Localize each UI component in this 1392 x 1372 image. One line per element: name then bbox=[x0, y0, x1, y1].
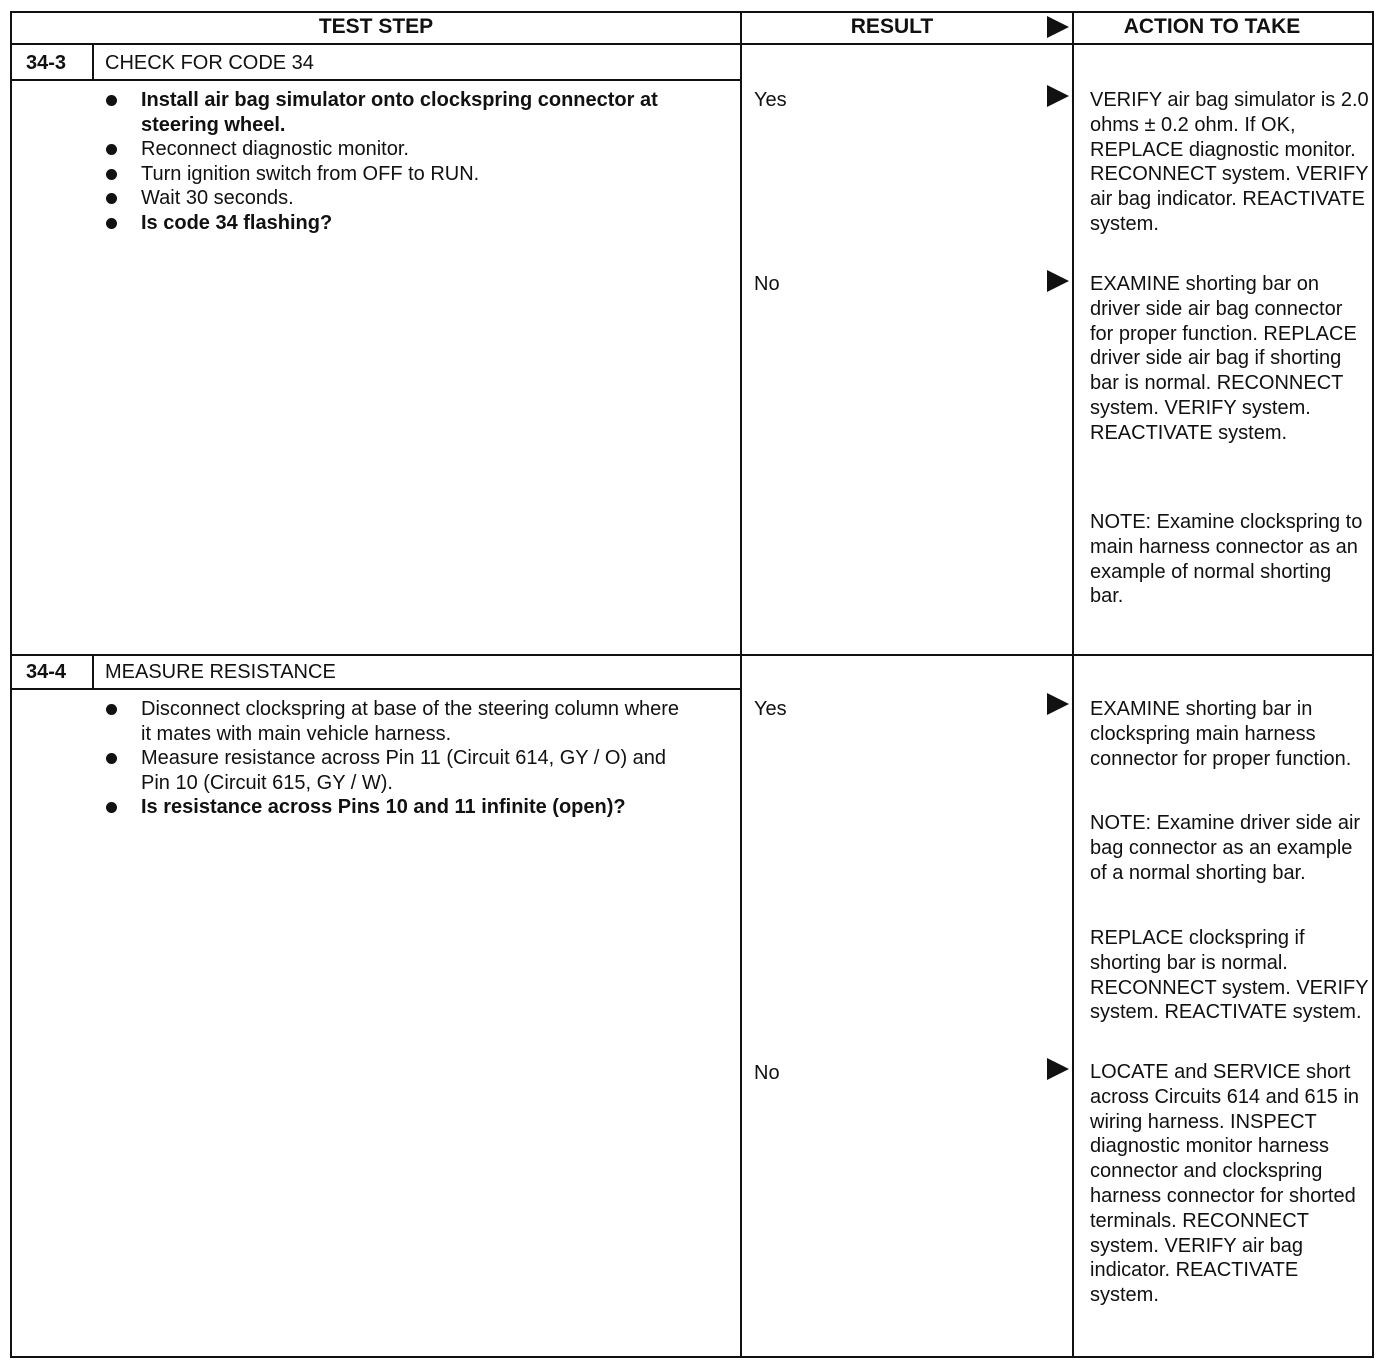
table-bottom-border bbox=[10, 1356, 1374, 1358]
list-item: Reconnect diagnostic monitor. bbox=[104, 137, 714, 162]
result-arrow-icon bbox=[1047, 693, 1069, 715]
header-test-step: TEST STEP bbox=[318, 15, 434, 38]
step-number: 34-3 bbox=[26, 52, 67, 74]
list-item: Turn ignition switch from OFF to RUN. bbox=[104, 162, 714, 187]
step-number-divider-34-3 bbox=[92, 43, 94, 81]
header-action: ACTION TO TAKE bbox=[1123, 15, 1301, 38]
step-title: MEASURE RESISTANCE bbox=[105, 661, 336, 683]
bullet-icon bbox=[106, 802, 117, 813]
action-note: NOTE: Examine clockspring to main harness connector as an example of normal shorting bar. bbox=[1090, 511, 1363, 608]
step-number: 34-4 bbox=[26, 661, 67, 683]
step-34-4-bullets bbox=[104, 697, 694, 820]
result-arrow-icon bbox=[1047, 85, 1069, 107]
table-left-border bbox=[10, 11, 12, 1358]
action-text: VERIFY air bag simulator is 2.0 ohms ± 0.2 ohm. If OK, REPLACE diagnostic monitor. RECONNECT system. VERIFY air bag indicator. REACTIVATE system. bbox=[1090, 89, 1369, 235]
action-text: EXAMINE shorting bar in clockspring main harness connector for proper function. bbox=[1090, 698, 1352, 770]
bullet-icon bbox=[106, 95, 117, 106]
action-column-left-border bbox=[1072, 11, 1074, 1358]
list-item: Measure resistance across Pin 11 (Circuit 614, GY / O) and Pin 10 (Circuit 615, GY / W). bbox=[104, 746, 694, 795]
header-result: RESULT bbox=[850, 15, 934, 38]
action-text: EXAMINE shorting bar on driver side air bag connector for proper function. REPLACE driver side air bag if shorting bar is normal. RECONNECT system. VERIFY system. REACTIVATE system. bbox=[1090, 273, 1357, 444]
table-right-border bbox=[1372, 11, 1374, 1358]
result-label-no: No bbox=[754, 273, 780, 295]
list-item: Is resistance across Pins 10 and 11 infinite (open)? bbox=[104, 795, 694, 820]
step-34-3-bullets bbox=[104, 88, 714, 236]
list-item: Disconnect clockspring at base of the steering column where it mates with main vehicle harness. bbox=[104, 697, 694, 746]
result-label-yes: Yes bbox=[754, 89, 787, 111]
header-arrow-icon bbox=[1047, 16, 1069, 38]
action-text-extra: REPLACE clockspring if shorting bar is normal. RECONNECT system. VERIFY system. REACTIVATE system. bbox=[1090, 927, 1369, 1024]
bullet-icon bbox=[106, 169, 117, 180]
result-label-no: No bbox=[754, 1062, 780, 1084]
step-34-4-title-divider bbox=[10, 688, 740, 690]
list-item: Wait 30 seconds. bbox=[104, 186, 714, 211]
step-34-3-title-divider bbox=[10, 79, 740, 81]
step-number-divider-34-4 bbox=[92, 654, 94, 690]
action-note: NOTE: Examine driver side air bag connector as an example of a normal shorting bar. bbox=[1090, 812, 1361, 884]
bullet-icon bbox=[106, 218, 117, 229]
bullet-icon bbox=[106, 144, 117, 155]
list-item: Install air bag simulator onto clockspring connector at steering wheel. bbox=[104, 88, 714, 137]
list-item: Is code 34 flashing? bbox=[104, 211, 714, 236]
bullet-icon bbox=[106, 753, 117, 764]
result-arrow-icon bbox=[1047, 270, 1069, 292]
header-bottom-border bbox=[10, 43, 1374, 45]
result-arrow-icon bbox=[1047, 1058, 1069, 1080]
step-title: CHECK FOR CODE 34 bbox=[105, 52, 314, 74]
step-divider bbox=[10, 654, 1374, 656]
result-label-yes: Yes bbox=[754, 698, 787, 720]
result-column-left-border bbox=[740, 11, 742, 1358]
bullet-icon bbox=[106, 193, 117, 204]
bullet-icon bbox=[106, 704, 117, 715]
action-text: LOCATE and SERVICE short across Circuits 614 and 615 in wiring harness. INSPECT diagnostic monitor harness connector and clockspring harness connector for shorted terminals. RECONNECT system. VERIFY air bag indicator. REACTIVATE system. bbox=[1090, 1061, 1360, 1307]
